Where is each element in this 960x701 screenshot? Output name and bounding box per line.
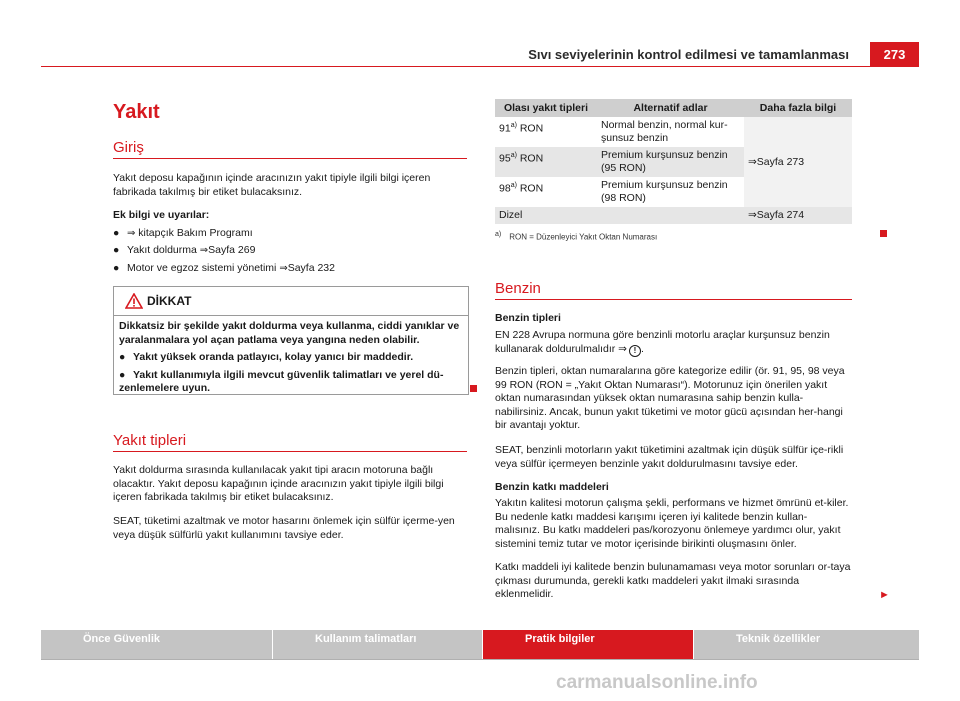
alt-name-cell xyxy=(597,207,744,224)
table-header-row xyxy=(495,99,852,117)
watermark-text: carmanualsonline.info xyxy=(556,672,758,693)
caution-circle-icon[interactable]: ! xyxy=(629,345,641,357)
alt-name-cell: Normal benzin, normal kur-şunsuz benzin xyxy=(601,119,728,144)
warning-item: ● Yakıt yüksek oranda patlayıcı, kolay yanıcı bir maddedir. xyxy=(119,351,414,364)
list-item: ● Motor ve egzoz sistemi yönetimi ⇒Sayfa 232 xyxy=(113,262,335,274)
heading-rule xyxy=(113,451,467,452)
intro-paragraph: Yakıt deposu kapağının içinde aracınızın yakıt tipiyle ilgili bilgi içeren fabrikada takılmış bir etiket bulacaksınız. xyxy=(113,172,431,198)
column-header: Daha fazla bilgi xyxy=(744,99,852,117)
heading-yakit-tipleri: Yakıt tipleri xyxy=(113,432,187,449)
tab-technical-specs[interactable]: Teknik özellikler xyxy=(694,630,919,659)
column-header: Olası yakıt tipleri xyxy=(495,99,597,117)
benzin-paragraph-2: Benzin tipleri, oktan numaralarına göre kategorize edilir (ör. 91, 95, 98 veya 99 RON (RON = „Yakıt Oktan Numarası“). Motorunuz için önerilen yakıt oktan numarasından yüksek oktan numarasına sahip benzin kulla-nabilirsiniz. Ancak, bunun yakıt tüketimi ve motor gücü açısından her-hangi bir avantajı yoktur. xyxy=(495,365,845,432)
heading-benzin: Benzin xyxy=(495,280,541,297)
list-item: ● ⇒ kitapçık Bakım Programı xyxy=(113,227,253,239)
fuel-type-cell: 98$^{a)}$ RON xyxy=(499,182,544,195)
footer-rule xyxy=(41,659,919,660)
extra-info-label: Ek bilgi ve uyarılar: xyxy=(113,209,210,221)
continue-arrow-icon: ► xyxy=(879,589,890,601)
alt-name-cell: Premium kurşunsuz benzin (95 RON) xyxy=(597,147,744,177)
list-item: ● Yakıt doldurma ⇒Sayfa 269 xyxy=(113,244,256,256)
warning-triangle-icon xyxy=(125,293,143,309)
running-header-title: Sıvı seviyelerinin kontrol edilmesi ve tamamlanması xyxy=(528,47,849,62)
section-end-marker xyxy=(470,385,477,392)
header-rule xyxy=(41,66,919,67)
tab-operating-instructions[interactable]: Kullanım talimatları xyxy=(273,630,482,659)
subheading-katki-maddeleri: Benzin katkı maddeleri xyxy=(495,481,609,493)
alt-name-cell: Premium kurşunsuz benzin (98 RON) xyxy=(601,179,728,204)
warning-title: DİKKAT xyxy=(147,294,192,308)
heading-giris: Giriş xyxy=(113,139,144,156)
heading-rule xyxy=(495,299,852,300)
warning-item: ● Yakıt kullanımıyla ilgili mevcut güvenlik talimatları ve yerel dü-zenlemelere uyun. xyxy=(119,368,444,395)
warning-box xyxy=(113,286,469,395)
benzin-paragraph-3: SEAT, benzinli motorların yakıt tüketimini azaltmak için düşük sülfür içe-rikli veya sülfür içermeyen benzinle yakıt doldurulmasını tavsiye eder. xyxy=(495,444,844,470)
heading-rule xyxy=(113,158,467,159)
subheading-benzin-tipleri: Benzin tipleri xyxy=(495,312,561,324)
types-paragraph-1: Yakıt doldurma sırasında kullanılacak yakıt tipi aracın motoruna bağlı olacaktır. Yakıt deposu kapağının içinde aracınızın yakıt tipiyle ilgili bilgi içeren fabrikada takılmış bir etiket bulacaksınız. xyxy=(113,464,444,504)
link-page-273[interactable]: ⇒Sayfa 273 xyxy=(744,117,852,207)
table-footnote: $^{a)}$ RON = Düzenleyici Yakıt Oktan Numarası xyxy=(495,231,658,242)
warning-text: Dikkatsiz bir şekilde yakıt doldurma veya kullanma, ciddi yanıklar ve yaralanmalara yol açan patlama veya yangına neden olabilir. xyxy=(119,320,460,346)
benzin-paragraph-5: Katkı maddeli iyi kalitede benzin bulunamaması veya motor sorunları or-taya çıkması durumunda, gerekli katkı maddeleri yakıt ilmaki sırasında eklenmelidir. xyxy=(495,561,851,601)
fuel-type-cell: 95$^{a)}$ RON xyxy=(495,147,597,177)
section-end-marker xyxy=(880,230,887,237)
warning-header xyxy=(114,287,468,316)
link-page-274[interactable]: ⇒Sayfa 274 xyxy=(744,207,852,224)
page-number: 273 xyxy=(870,42,919,66)
table-row xyxy=(495,207,852,224)
types-paragraph-2: SEAT, tüketimi azaltmak ve motor hasarını önlemek için sülfür içerme-yen veya düşük sülfürlü yakıt kullanımını tavsiye eder. xyxy=(113,515,455,541)
benzin-paragraph-4: Yakıtın kalitesi motorun çalışma şekli, performans ve hizmet ömrünü et-kiler. Bu nedenle katkı maddesi karışımı içeren iyi kalitede benzin kullan-malısınız. Bu katkı maddeleri pas/korozyonu önlemeye yardımcı olur, yakıt sistemini temiz tutar ve motor içerisinde birikinti oluşmasını önler. xyxy=(495,497,849,550)
section-title-yakit: Yakıt xyxy=(113,101,160,123)
link-page-232[interactable]: Sayfa 232 xyxy=(287,262,335,274)
benzin-paragraph-1: EN 228 Avrupa normuna göre benzinli motorlu araçlar kurşunsuz benzin kullanarak doldurulmalıdır ⇒ ! . xyxy=(495,329,830,355)
table-row xyxy=(495,117,852,147)
fuel-type-cell: Dizel xyxy=(495,207,597,224)
warning-body xyxy=(119,320,464,396)
fuel-type-cell: 91$^{a)}$ RON xyxy=(499,122,544,135)
column-header: Alternatif adlar xyxy=(597,99,744,117)
link-page-269[interactable]: Sayfa 269 xyxy=(208,244,256,256)
tab-practical-info[interactable]: Pratik bilgiler xyxy=(483,630,693,659)
link-maintenance-booklet[interactable]: kitapçık Bakım Programı xyxy=(135,227,253,239)
fuel-types-table xyxy=(495,99,852,224)
tab-safety-first[interactable]: Önce Güvenlik xyxy=(41,630,272,659)
